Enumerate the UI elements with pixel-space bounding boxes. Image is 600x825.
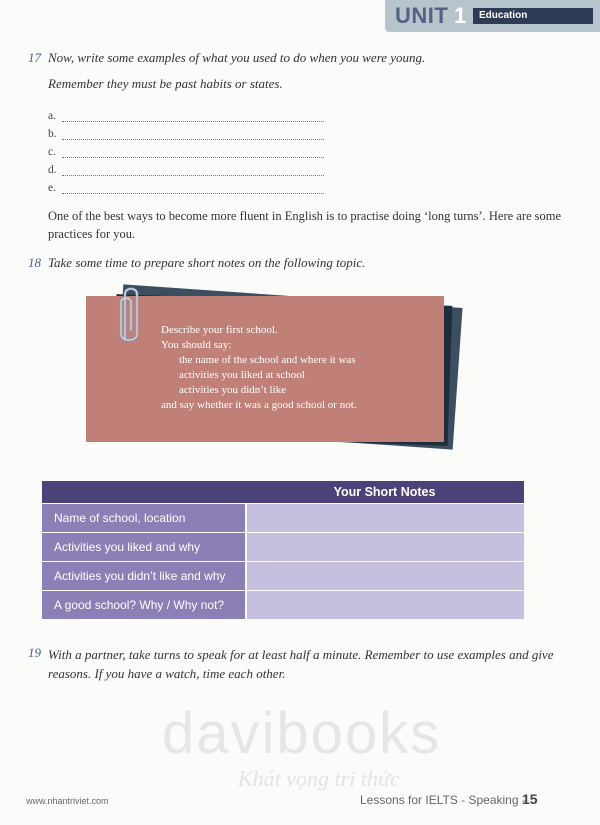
question-17-instruction: Now, write some examples of what you used to do when you were young. [48, 50, 426, 65]
question-17-reminder: Remember they must be past habits or states. [48, 76, 283, 91]
watermark-brand: davibooks [162, 701, 442, 766]
card-line-1: Describe your first school. [161, 324, 278, 336]
footer-book-title: Lessons for IELTS - Speaking - [360, 793, 526, 807]
answer-line-a[interactable] [48, 110, 56, 122]
answer-line-label: c. [48, 146, 56, 158]
unit-header-tab [385, 0, 600, 32]
long-turns-line-2: practices for you. [48, 227, 136, 241]
card-item-1: the name of the school and where it was [179, 354, 356, 366]
answer-line-c[interactable] [48, 146, 56, 158]
answer-line-label: b. [48, 128, 57, 140]
notes-row-disliked [42, 562, 524, 590]
answer-line-label: d. [48, 164, 57, 176]
long-turns-line-1: One of the best ways to become more fluent in English is to practise doing ‘long turns’. Here are some [48, 209, 562, 223]
question-18-instruction: Take some time to prepare short notes on the following topic. [48, 255, 366, 270]
footer-url[interactable]: www.nhantriviet.com [26, 796, 109, 806]
question-18-number: 18 [28, 255, 41, 270]
answer-line-label: e. [48, 182, 56, 194]
notes-cell-liked[interactable] [247, 533, 524, 561]
answer-line-b[interactable] [48, 128, 57, 140]
notes-table-title: Your Short Notes [333, 485, 436, 499]
answer-line-e[interactable] [48, 182, 56, 194]
paper-clip-icon [115, 282, 147, 348]
notes-cell-school[interactable] [247, 504, 524, 532]
long-turns-paragraph [48, 207, 568, 243]
notes-row-label: Activities you liked and why [42, 533, 245, 561]
notes-row-label: A good school? Why / Why not? [42, 591, 245, 619]
short-notes-table [42, 481, 524, 620]
unit-label: UNIT [395, 3, 449, 28]
question-17-number: 17 [28, 50, 41, 65]
card-closing: and say whether it was a good school or not. [161, 399, 357, 411]
question-19-text [48, 645, 568, 683]
question-19-line-2: reasons. If you have a watch, time each other. [48, 666, 286, 681]
card-line-2: You should say: [161, 339, 232, 351]
card-item-3: activities you didn’t like [179, 384, 287, 396]
topic-card-text [161, 323, 421, 413]
answer-line-d[interactable] [48, 164, 57, 176]
notes-row-label: Activities you didn’t like and why [42, 562, 245, 590]
unit-number: 1 [454, 3, 467, 28]
notes-row-liked [42, 533, 524, 561]
question-19-line-1: With a partner, take turns to speak for at least half a minute. Remember to use examples and give [48, 647, 554, 662]
card-item-2: activities you liked at school [179, 369, 305, 381]
answer-line-label: a. [48, 110, 56, 122]
notes-row-good-school [42, 591, 524, 619]
notes-cell-good-school[interactable] [247, 591, 524, 619]
notes-row-label: Name of school, location [42, 504, 245, 532]
notes-table-header [42, 481, 524, 503]
notes-cell-disliked[interactable] [247, 562, 524, 590]
question-19-number: 19 [28, 645, 41, 660]
notes-row-school [42, 504, 524, 532]
watermark-slogan: Khát vọng tri thức [238, 766, 400, 791]
unit-topic: Education [473, 8, 593, 24]
page-number: 15 [522, 791, 538, 807]
